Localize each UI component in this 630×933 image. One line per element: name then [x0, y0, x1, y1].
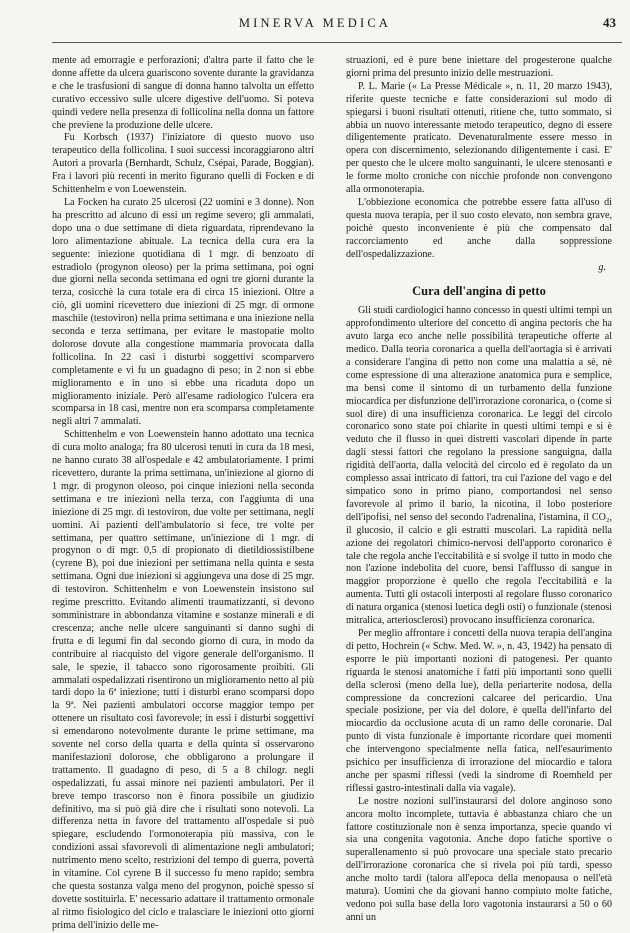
right-column — [346, 55, 612, 925]
paragraph: Gli studi cardiologici hanno concesso in questi ultimi tempi un approfondimento ulteriore del concetto di angina pectoris che ha avuto larga eco anche nelle possibilità terapeutiche offerte al medico. Dalla teoria coronarica a quella dell'aortagia si è arrivati a considerare l'angina di petto non come una malattia a sè, nè come espressione di una alterazione anatomica pura e semplice, ma bensì come il sintomo di un turbamento della funzione miocardica per disfunzione dell'irrorazione coronarica, o (come si suol dire) di una insufficienza coronarica. Le leggi del circolo coronarico sono state poi chiarite in questi ultimi tempi e si è veduto che il flusso in quei distretti vascolari dipende in parte dagli stessi fattori che regolano la pressione sanguigna, dalla rigidità dell'aorta, dalla velocità del circolo ed è regolato da un complesso assai intricato di fattori, tra cui l'azione del vago e del simpatico sono in primo piano, comportandosi nel senso favorevole al primo il bario, la nicotina, il lobo posteriore dell'ipofisi, nel senso del secondo l'adrenalina, l'istamina, il CO₂, il glucosio, il calcio e gli estratti muscolari. La rapidità nella azione dei regolatori chimico-nervosi dell'apporto coronarico è tale che regola anche l'eccitabilità e si svolge il tutto in modo che non l'azione indebolita del cuore, bensì l'afflusso di sangue in maggior proporzione è quello che regola l'eccitabilità e la aumenta. Tutti gli ostacoli interposti al regolare flusso coronarico di natura organica (stenosi luetica degli osti) o funzionale (stenosi mitralica, arteriosclerosi) provocano insufficienza coronarica. — [346, 305, 612, 627]
paragraph: Fu Korbsch (1937) l'iniziatore di questo nuovo uso terapeutico della follicolina. I suoi successi incoraggiarono altri Autori a provarla (Bernhardt, Schulz, Csépai, Parade, Boggian). Fra i lavori più recenti in merito figurano quelli di Focken e di Schittenhelm e von Loewenstein. — [52, 132, 314, 196]
paragraph: mente ad emorragie e perforazioni; d'altra parte il fatto che le donne affette da ulcera guariscono sovente durante la gravidanza e che le trasfusioni di sangue di donna hanno talvolta un effetto curativo eccessivo sulle ulcere digestive dell'uomo. Si poteva quindi vedere nella presenza di follicolina nella donna un fattore che previene la produzione delle ulcere. — [52, 55, 314, 131]
left-column — [52, 55, 314, 933]
journal-title: MINERVA MEDICA — [238, 16, 392, 30]
header-rule — [52, 42, 622, 43]
section-heading: Cura dell'angina di petto — [412, 284, 546, 299]
paragraph: P. L. Marie (« La Presse Médicale », n. 11, 20 marzo 1943), riferite queste tecniche e fatte considerazioni sul modo di spiegarsi i buoni risultati ottenuti, ritiene che, tutto sommato, si abbia un nuovo interessante metodo terapeutico, degno di essere diligentemente praticato. Devenaturalmente essere messo in opera con discernimento, selezionando diligentemente i casi. E' per questo che le ulcere molto sanguinanti, le ulcere stenosanti e le forme molto croniche con nicchie profonde non convengono alla ormonoterapia. — [346, 80, 612, 196]
paragraph: La Focken ha curato 25 ulcerosi (22 uomini e 3 donne). Non ha prescritto ad alcuno di essi un regime severo; gli ammalati, dopo una o due settimane di dieta riguardata, riprendevano la loro alimentazione abituale. La tecnica della cura era la seguente: iniezione quotidiana di 1 mgr. di benzoato di estradiolo (progynon oleoso) per la prima settimana, poi ogni due giorni nella seconda settimana ed ogni tre giorni durante la terza, cosicchè la cura totale era di circa 15 iniezioni. Oltre a ciò, gli uomini ricevettero due iniezioni di 25 mgr. di ormone maschile (testoviron) nella prima settimana e una iniezione nella seconda e terza settimana, per evitare le mastopatie molto dolorose dovute alla congestione mammaria provocata dalla follicolina. In 22 casi i disturbi soggettivi scomparvero completamente e vi fu un guadagno di peso; in 2 non si ebbe miglioramento e in uno si ebbe una ricaduta dopo un miglioramento iniziale. Però all'esame radiologico l'ulcera era scomparsa in 18 casi, mentre non era scomparsa completamente negli altri 7 ammalati. — [52, 196, 314, 428]
paragraph: Schittenhelm e von Loewenstein hanno adottato una tecnica di cura molto analoga; fra 80 ulcerosi tenuti in cura da 18 mesi, ne hanno curato 38 all'ospedale e 42 ambulatoriamente. I primi ricevettero, durante la prima settimana, un'iniezione al giorno di 1 mgr. di progynon oleoso, poi cinque iniezioni nella seconda settimana e tre iniezioni nella terza, con l'aggiunta di una iniezione di 25 mgr. di testoviron, due volte per settimana, negli uomini. Ai pazienti dell'ambulatorio si fece, tre volte per settimana, per quattro settimane, un'iniezione di 1 mgr. di progynon o di mgr. 0,5 di propionato di dietildiossistilbene (cyrene B), poi due iniezioni per settimana nella quinta e sesta settimana. Ogni due iniezioni si aggiungeva una dose di 25 mgr. di testoviron. Schittenhelm e von Loewenstein insistono sul regime prescritto. Evitando alimenti traumatizzanti, si devono somministrare in abbondanza vitamine e sostanze minerali e di crescenza; anche nelle ulcere sanguinanti si danno sughi di frutta e di legumi fin dal secondo giorno di cura, in modo da contribuire al riacquisto del vigore generale dell'organismo. Il sale, le spezie, il tabacco sono rigorosamente proibiti. Gli ammalati ospedalizzati risentirono un miglioramento netto al più tardi dopo la 6ª iniezione; tutti i disturbi erano scomparsi dopo la 9ª. Nei pazienti ambulatori occorse maggior tempo per ottenere un risultato così favorevole; in essi i disturbi soggettivi si emendarono notevolmente durante le prime settimane, ma sovente nel corso della quarta e della quinta si osservarono manifestazioni dolorose, che obbligarono a prolungare il trattamento. Il guadagno di peso, di 5 a 8 chilogr. negli ospedalizzati, fu assai minore nei pazienti ambulatori. Per il breve tempo trascorso non è finora possibile un giudizio definitivo, ma si può già dire che i risultati sono notevoli. La differenza netta in favore del trattamento all'ospedale si può spiegare, escludendo l'ormonoterapia più massiva, con le condizioni assai sfavorevoli di alimentazione negli ambulatori; nutrimento meno scelto, restrizioni del tempo di guerra, povertà in vitamine. Col cyrene B il successo fu meno rapido; sembra che questa sostanza valga meno del progynon, poichè spesso si dovette sostituirla. E' necessario adattare il trattamento ormonale al ritmo fisiologico del ciclo e tralasciare le iniezioni otto giorni prima dell'inizio delle me- — [52, 429, 314, 931]
paragraph: Le nostre nozioni sull'instaurarsi del dolore anginoso sono ancora molto incomplete, tuttavia è abbastanza chiaro che un fattore costituzionale non è senza importanza, specie quando vi sia una congenita vagotonia. Anche dopo fatiche sportive o superallenamento si può provocare una speciale stato precario dell'irrorazione coronarica che si rivela poi più tardi, spesso anche molto tardi (talora all'epoca della menopausa o nell'età matura). Uomini che da giovani hanno compiuto molte fatiche, vedono poi sulla base della loro vagotonia instaurarsi a 50 o 60 anni un — [346, 795, 612, 923]
page-header — [0, 16, 630, 36]
paragraph: struazioni, ed è pure bene iniettare del progesterone qualche giorni prima del presunto inizio delle mestruazioni. — [346, 55, 612, 79]
paragraph: L'obbiezione economica che potrebbe essere fatta all'uso di questa nuova terapia, per il suo costo elevato, non sembra grave, poichè questo inconveniente è più che compensato dal raccorciamento ed anche dalla soppressione dell'ospedalizzazione. — [346, 196, 612, 260]
signature: g. — [598, 261, 606, 273]
paragraph: Per meglio affrontare i concetti della nuova terapia dell'angina di petto, Hochrein (« Schw. Med. W. », n. 43, 1942) ha pensato di esporre le più importanti nozioni di patogenesi. Per quanto riguarda le stenosi anatomiche i fatti più importanti sono quelli della sclerosi (meno della lue), della periarterite nodosa, della compressione da concrezioni calcaree del pericardio. Una speciale posizione, per via del dolore, è quella dell'infarto del miocardio da occlusione acuta di un ramo delle coronarie. Dal punto di vista funzionale è importante ricordare quei momenti che intervengono specialmente nella fatica, nell'esaurimento psichico per insufficienza di irrorazione del miocardio e talora anche per spasmi riflessi (vedi la sindrome di Roemheld per riflessi gastro-intestinali dalla via vagale). — [346, 627, 612, 794]
page-number: 43 — [603, 15, 616, 30]
